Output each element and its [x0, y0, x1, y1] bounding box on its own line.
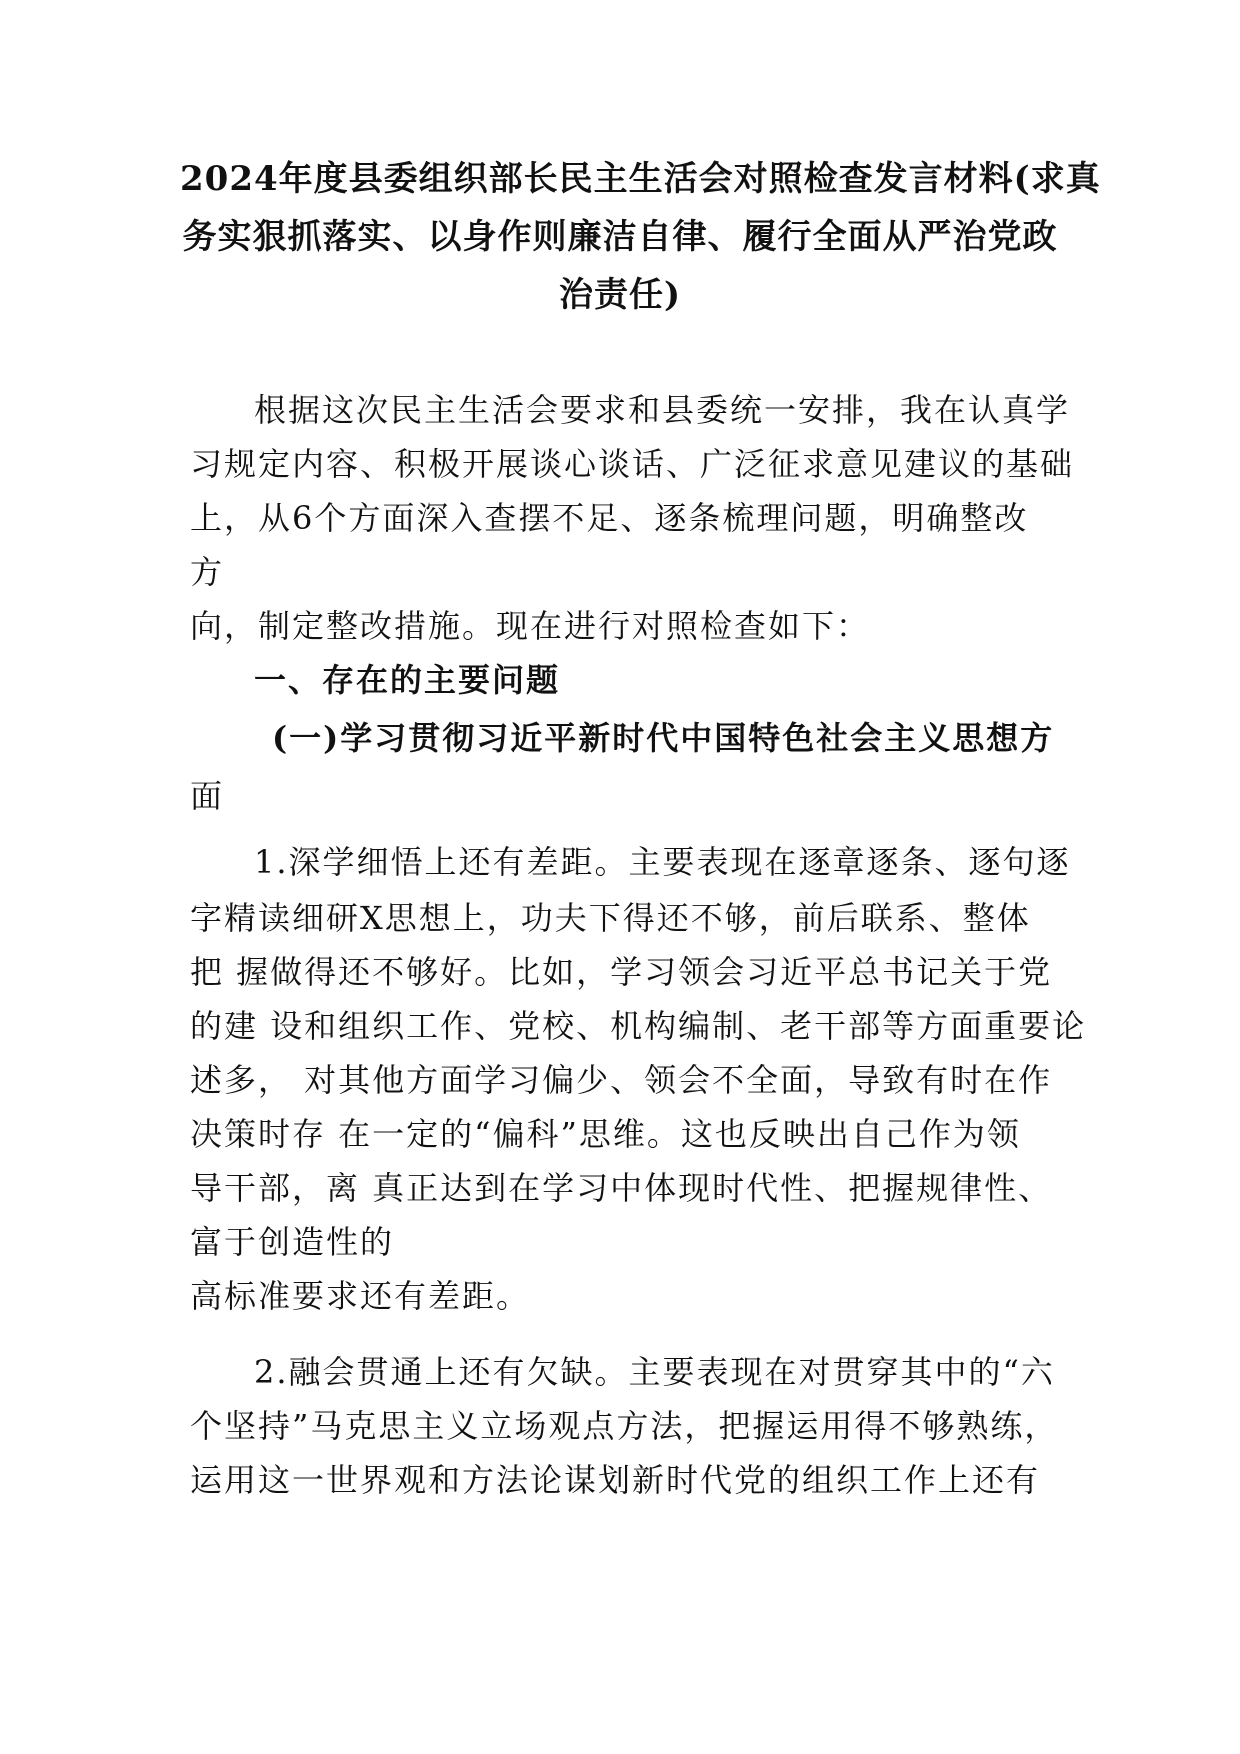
- intro-line: 习规定内容、积极开展谈心谈话、广泛征求意见建议的基础: [190, 445, 1075, 483]
- item2-line: 运用这一世界观和方法论谋划新时代党的组织工作上还有: [190, 1461, 1041, 1499]
- subsection-heading-line: 面: [190, 777, 225, 815]
- section-heading: 一、存在的主要问题: [254, 661, 561, 699]
- intro-line: 向，制定整改措施。现在进行对照检查如下：: [190, 607, 871, 645]
- item1-line: 高标准要求还有差距。: [190, 1277, 531, 1315]
- intro-line: 方: [190, 553, 225, 591]
- title-line: 2024年度县委组织部长民主生活会对照检查发言材料(求真: [180, 159, 1101, 199]
- item1-line: 决策时存 在一定的“偏科”思维。这也反映出自己作为领: [190, 1115, 1021, 1153]
- item1-line: 富于创造性的: [190, 1223, 395, 1261]
- item2-line: 2.融会贯通上还有欠缺。主要表现在对贯穿其中的“六: [254, 1353, 1055, 1391]
- item1-line: 字精读细研X思想上，功夫下得还不够，前后联系、整体: [190, 899, 1031, 937]
- subsection-heading-line: (一)学习贯彻习近平新时代中国特色社会主义思想方: [272, 719, 1055, 757]
- item1-line: 述多， 对其他方面学习偏少、领会不全面，导致有时在作: [190, 1061, 1053, 1099]
- title-line: 治责任): [558, 275, 682, 315]
- item2-line: 个坚持”马克思主义立场观点方法，把握运用得不够熟练，: [190, 1407, 1059, 1445]
- intro-line: 根据这次民主生活会要求和县委统一安排，我在认真学: [254, 391, 1071, 429]
- item1-line: 1.深学细悟上还有差距。主要表现在逐章逐条、逐句逐: [254, 843, 1071, 881]
- intro-line: 上，从6个方面深入查摆不足、逐条梳理问题，明确整改: [190, 499, 1029, 537]
- item1-line: 导干部，离 真正达到在学习中体现时代性、把握规律性、: [190, 1169, 1053, 1207]
- title-line: 务实狠抓落实、以身作则廉洁自律、履行全面从严治党政: [182, 217, 1058, 257]
- item1-line: 的建 设和组织工作、党校、机构编制、老干部等方面重要论: [190, 1007, 1087, 1045]
- document-title: [180, 150, 1101, 324]
- item1-line: 把 握做得还不够好。比如，学习领会习近平总书记关于党: [190, 953, 1053, 991]
